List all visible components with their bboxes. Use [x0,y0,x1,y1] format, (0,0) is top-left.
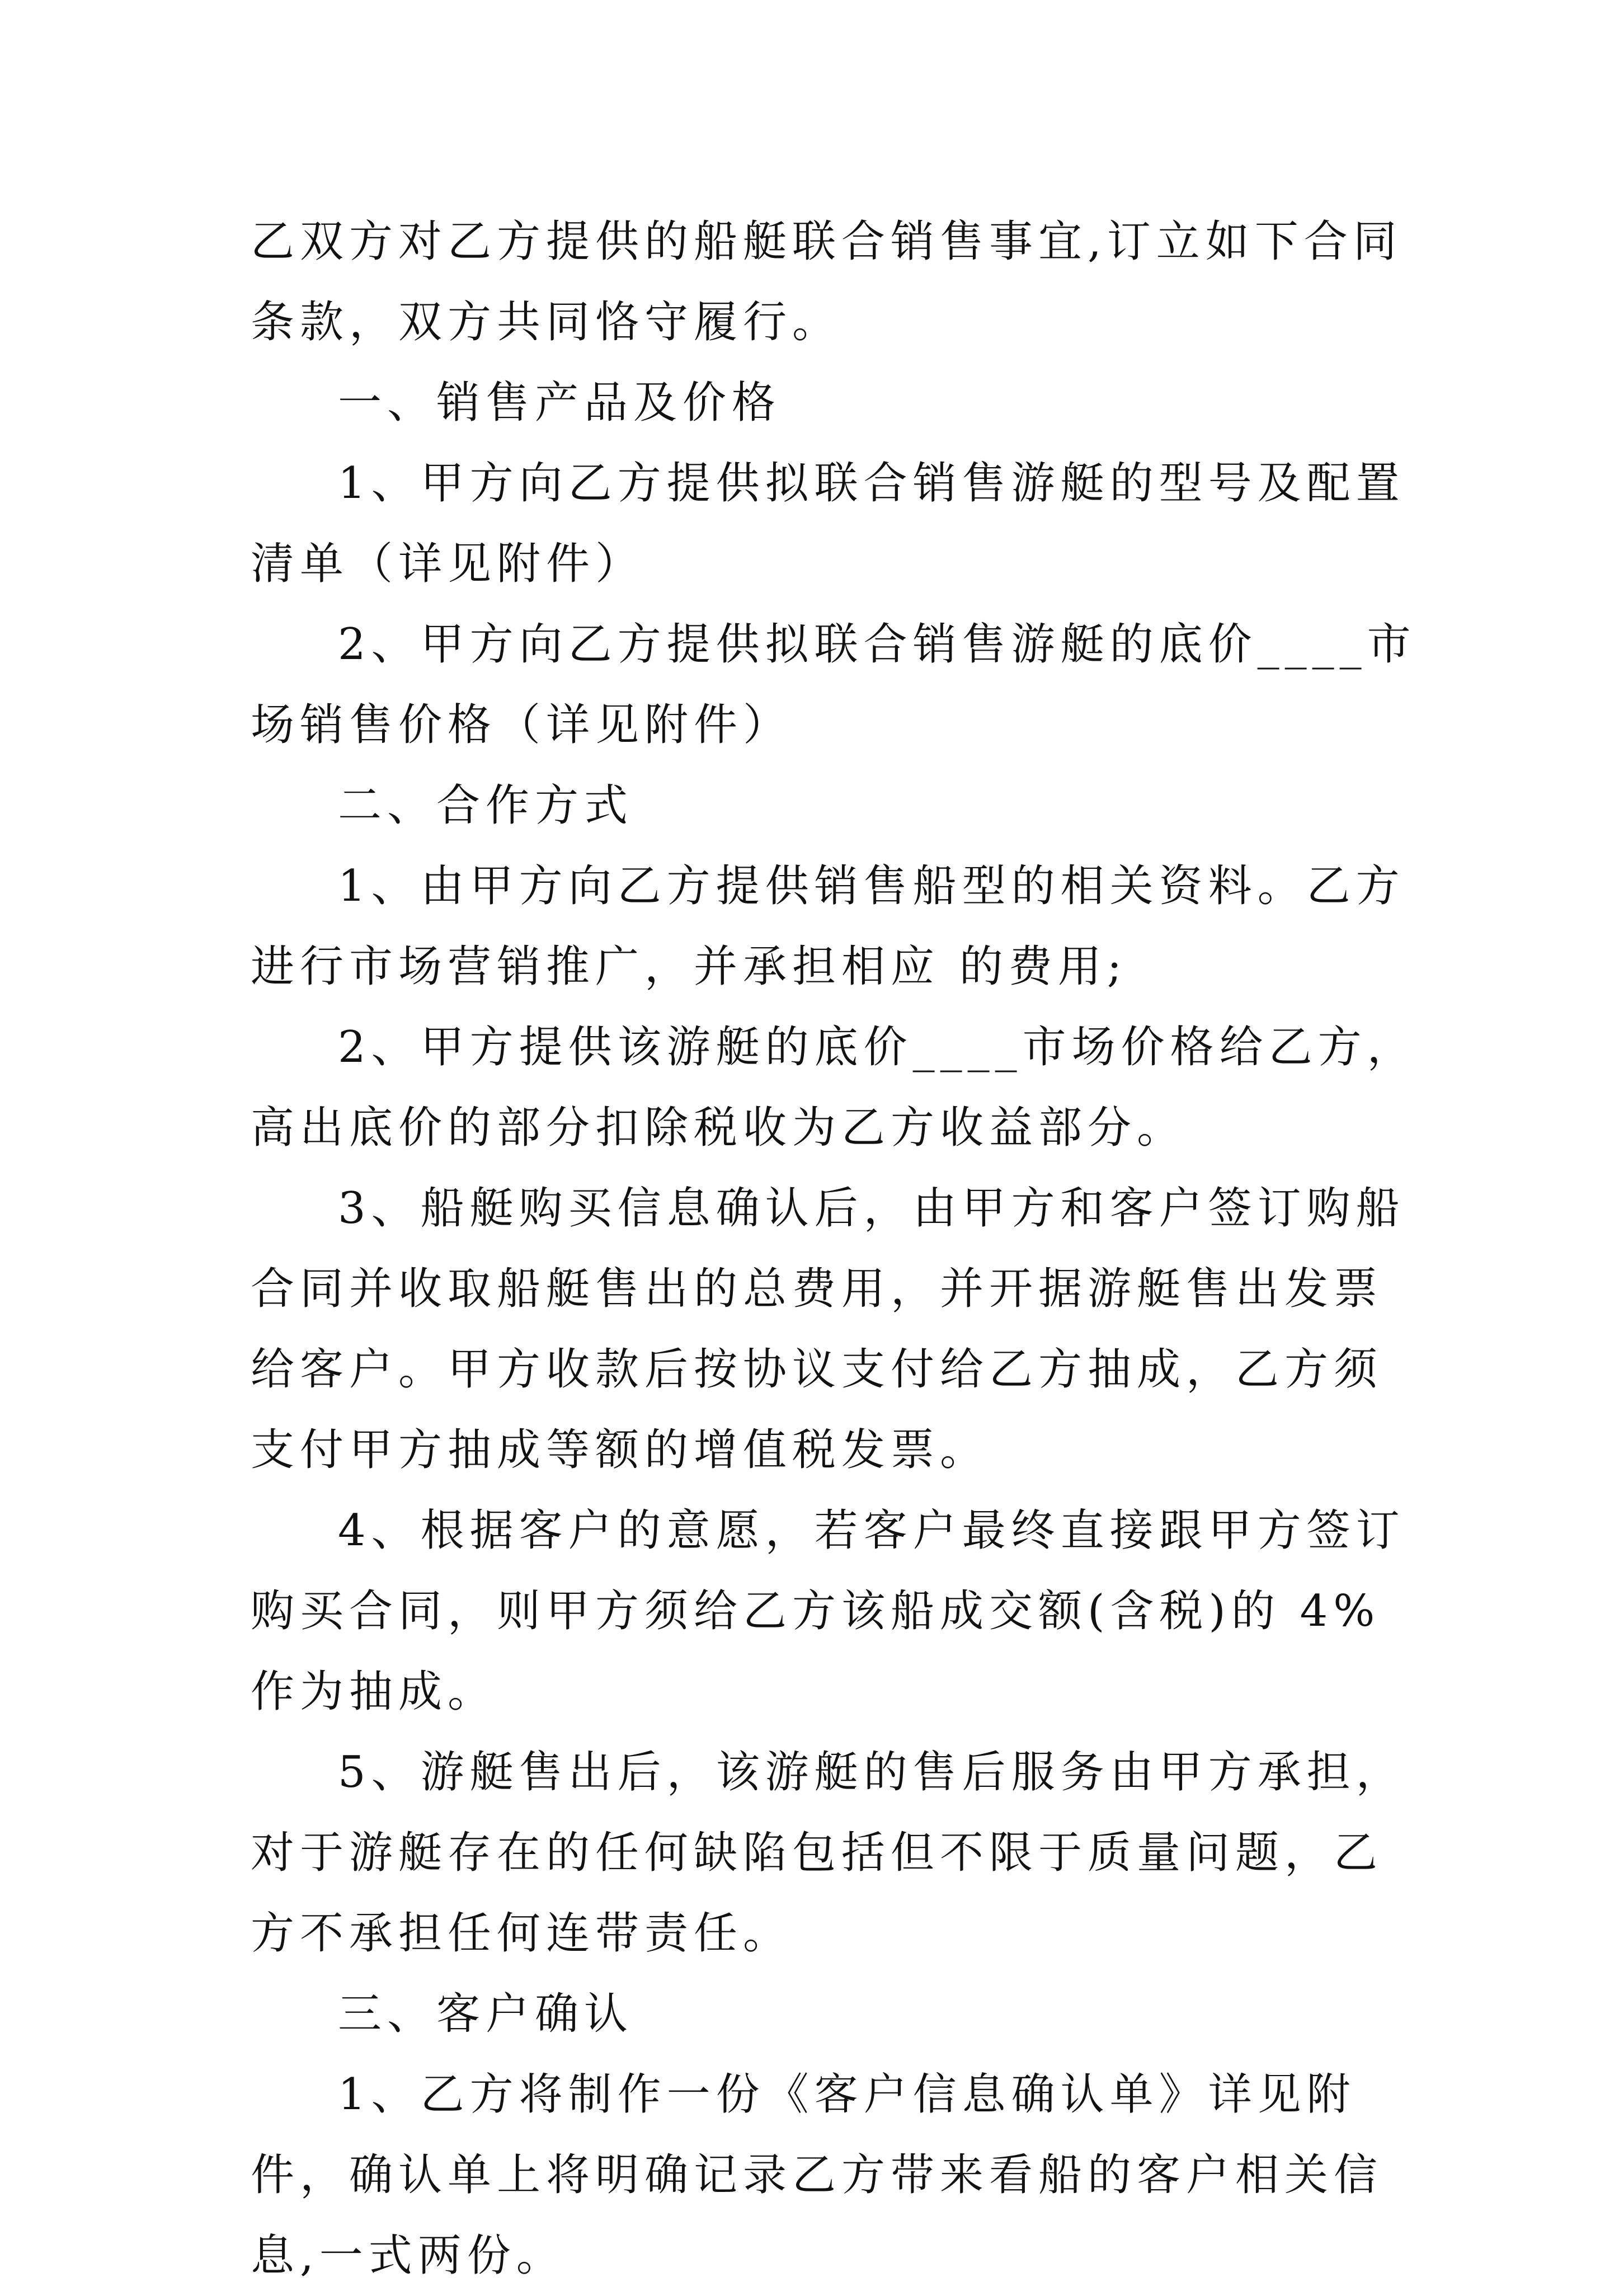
clause-2-1: 1、由甲方向乙方提供销售船型的相关资料。乙方进行市场营销推广，并承担相应 的费用; [251,861,1405,992]
clause-2-3: 3、船艇购买信息确认后，由甲方和客户签订购船合同并收取船艇售出的总费用，并开据游艇售出发票给客户。甲方收款后按协议支付给乙方抽成，乙方须支付甲方抽成等额的增值税发票。 [251,1183,1405,1475]
clause-2-5: 5、游艇售出后，该游艇的售后服务由甲方承担，对于游艇存在的任何缺陷包括但不限于质量问题，乙方不承担任何连带责任。 [251,1747,1405,1959]
clause-3-1: 1、乙方将制作一份《客户信息确认单》详见附件，确认单上将明确记录乙方带来看船的客户相关信息,一式两份。 [251,2069,1383,2281]
clause-1-1: 1、甲方向乙方提供拟联合销售游艇的型号及配置清单（详见附件） [251,458,1405,589]
clause-2-4: 4、根据客户的意愿，若客户最终直接跟甲方签订购买合同，则甲方须给乙方该船成交额(含税)的 4%作为抽成。 [251,1505,1405,1717]
section-heading-products-prices: 一、销售产品及价格 [338,378,782,428]
clause-1-2: 2、甲方向乙方提供拟联合销售游艇的底价____市场销售价格（详见附件） [251,619,1416,750]
section-heading-customer-confirmation: 三、客户确认 [338,1989,634,2039]
section-heading-cooperation: 二、合作方式 [338,780,634,831]
contract-body [251,201,1420,2296]
paragraph-intro: 乙双方对乙方提供的船艇联合销售事宜,订立如下合同条款，双方共同恪守履行。 [251,217,1402,347]
clause-2-2: 2、甲方提供该游艇的底价____市场价格给乙方，高出底价的部分扣除税收为乙方收益部分。 [251,1022,1416,1153]
